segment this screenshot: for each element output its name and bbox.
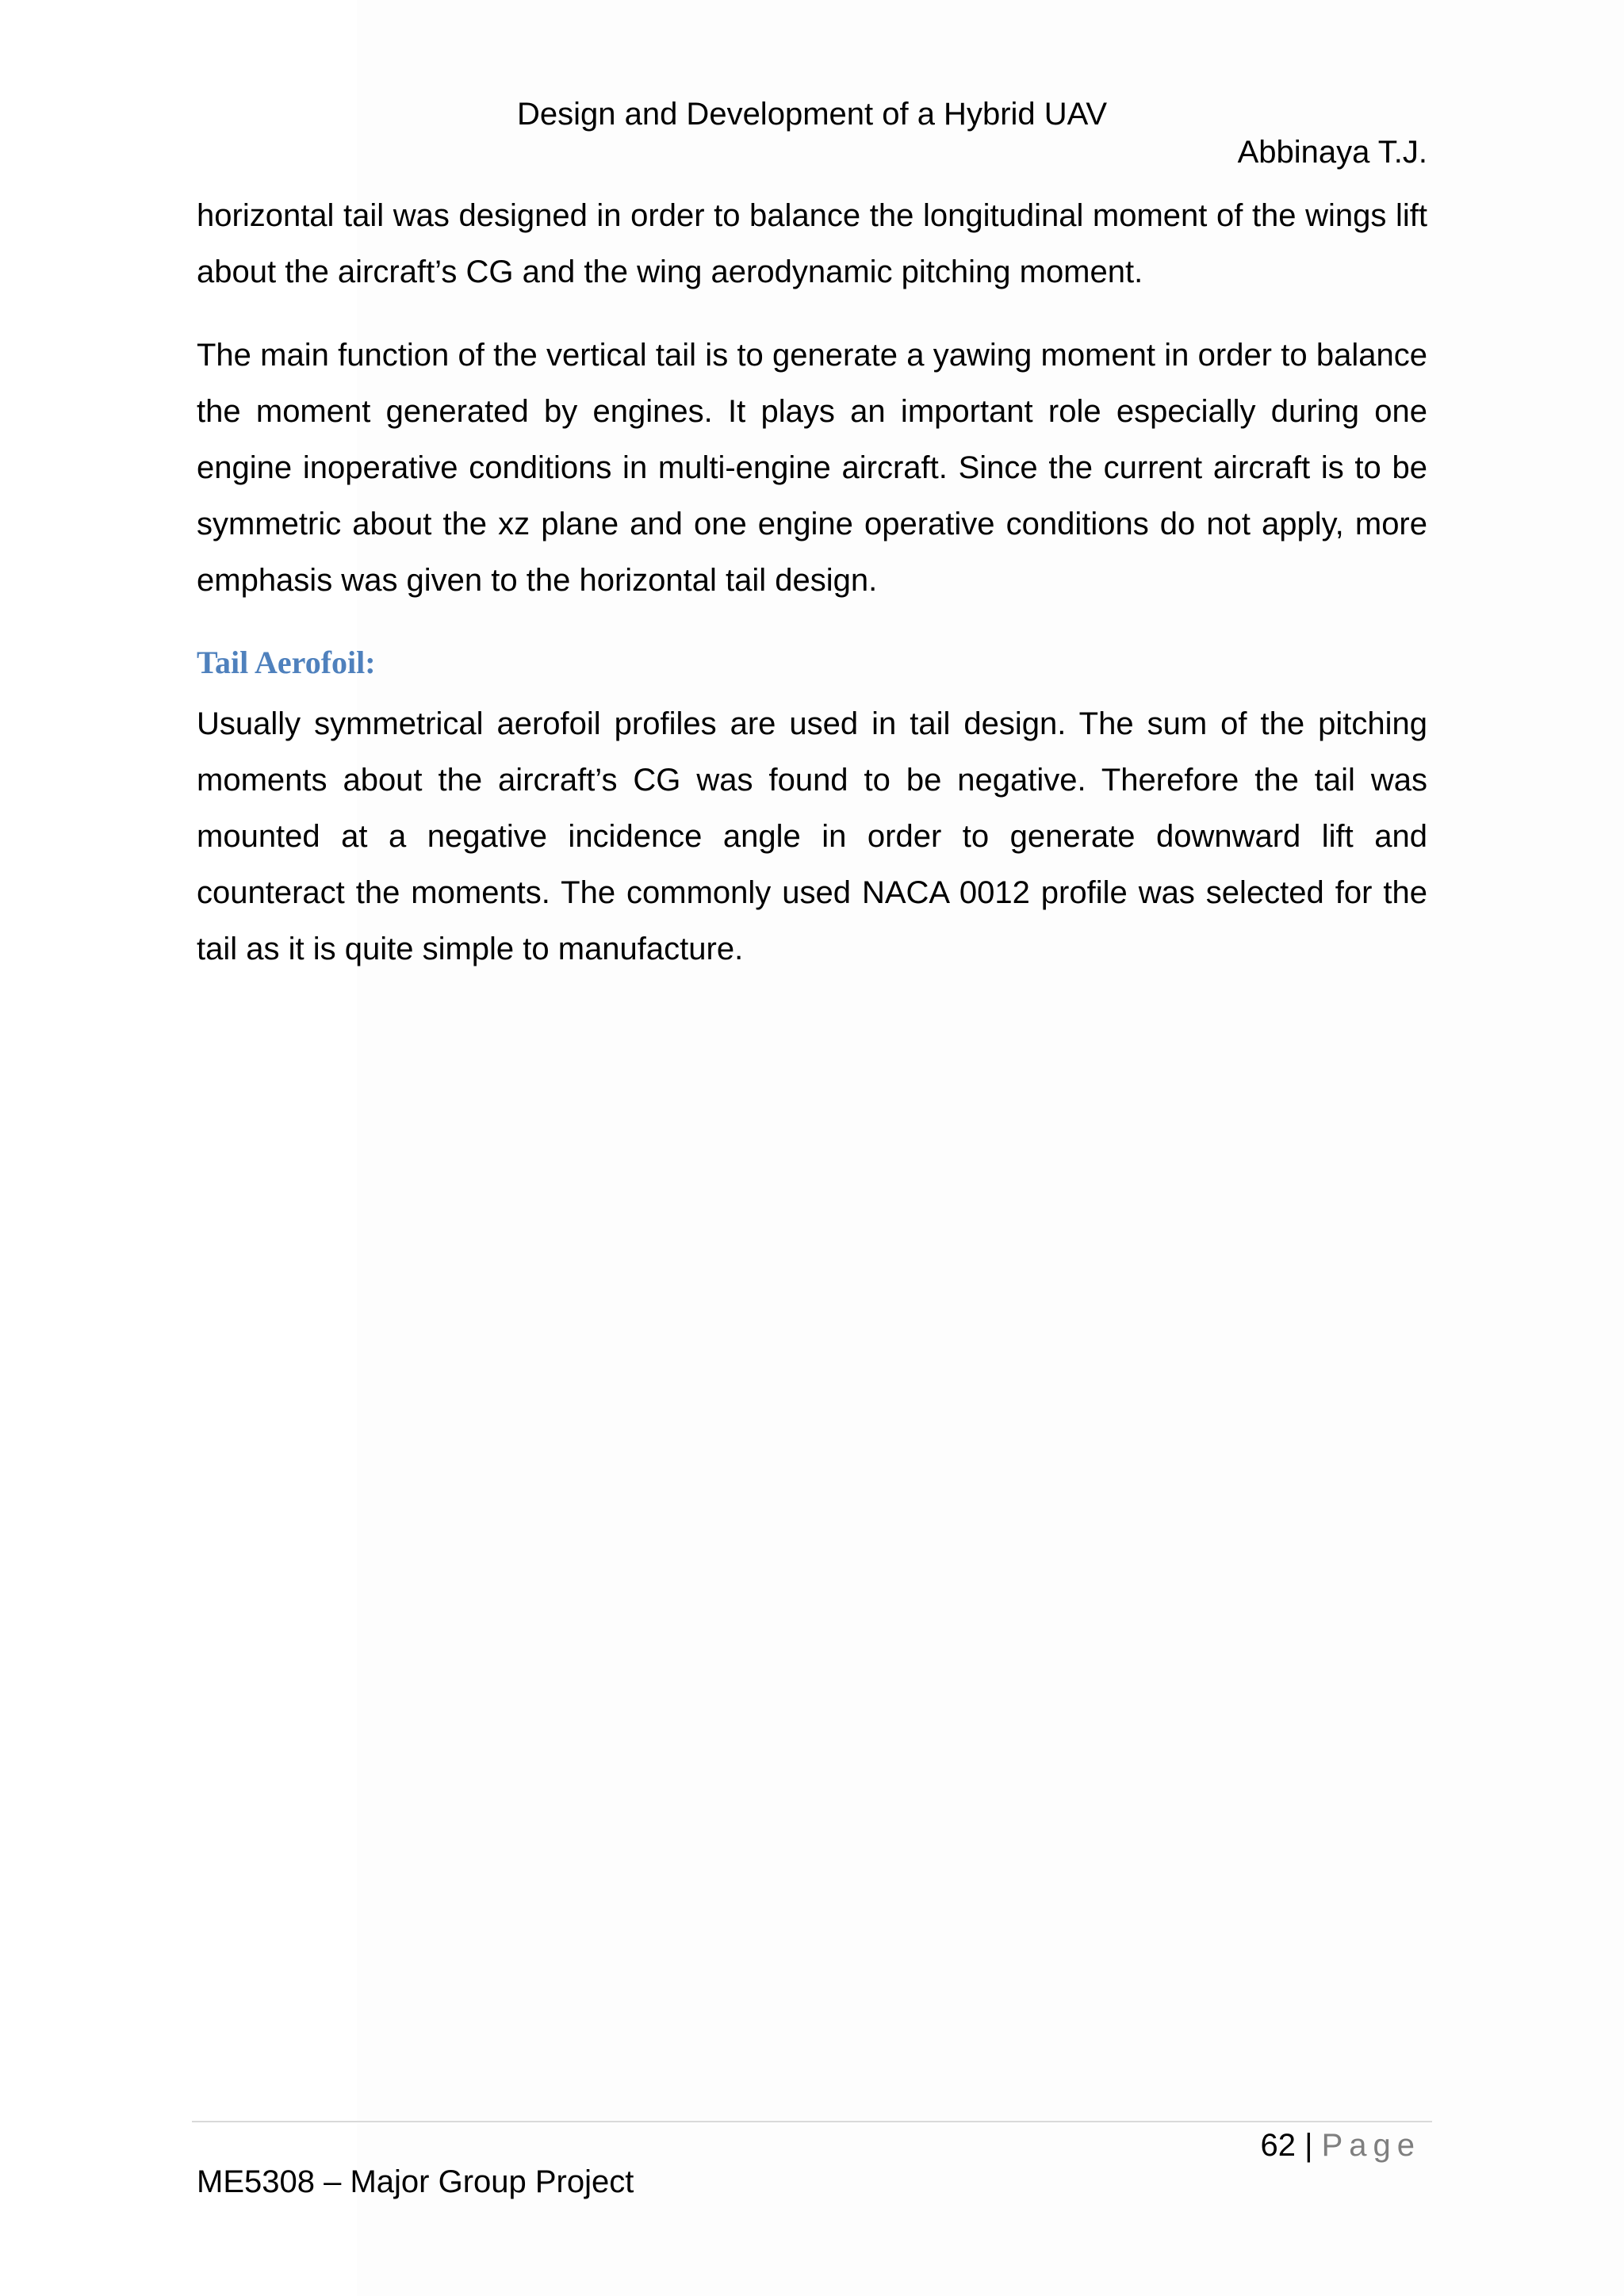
page-separator: | [1295, 2128, 1322, 2163]
paragraph-tail-aerofoil: Usually symmetrical aerofoil profiles are used in tail design. The sum of the pitching moments about the aircraft’s CG was found to be negative. Therefore the tail was mounted at a negative incidence angle in order to generate downward lift and counteract the moments. The commonly used NACA 0012 profile was selected for the tail as it is quite simple to manufacture. [197, 706, 1427, 966]
paragraph-continuation: horizontal tail was designed in order to balance the longitudinal moment of the wings lift about the aircraft’s CG and the wing aerodynamic pitching moment. [197, 198, 1427, 289]
header-title: Design and Development of a Hybrid UAV [516, 97, 1108, 132]
section-heading-tail-aerofoil: Tail Aerofoil: [197, 645, 376, 680]
page-number: 62 [1260, 2128, 1296, 2163]
footer-divider [192, 2121, 1432, 2122]
header-author: Abbinaya T.J. [1237, 135, 1427, 170]
footer-course-title: ME5308 – Major Group Project [197, 2164, 634, 2199]
paragraph-vertical-tail: The main function of the vertical tail is to generate a yawing moment in order to balance the moment generated by engines. It plays an important role especially during one engine inoperative conditions in multi-engine aircraft. Since the current aircraft is to be symmetric about the xz plane and one engine operative conditions do not apply, more emphasis was given to the horizontal tail design. [197, 338, 1427, 598]
footer-page-label [1260, 2123, 1421, 2168]
page-word: Page [1321, 2128, 1421, 2163]
